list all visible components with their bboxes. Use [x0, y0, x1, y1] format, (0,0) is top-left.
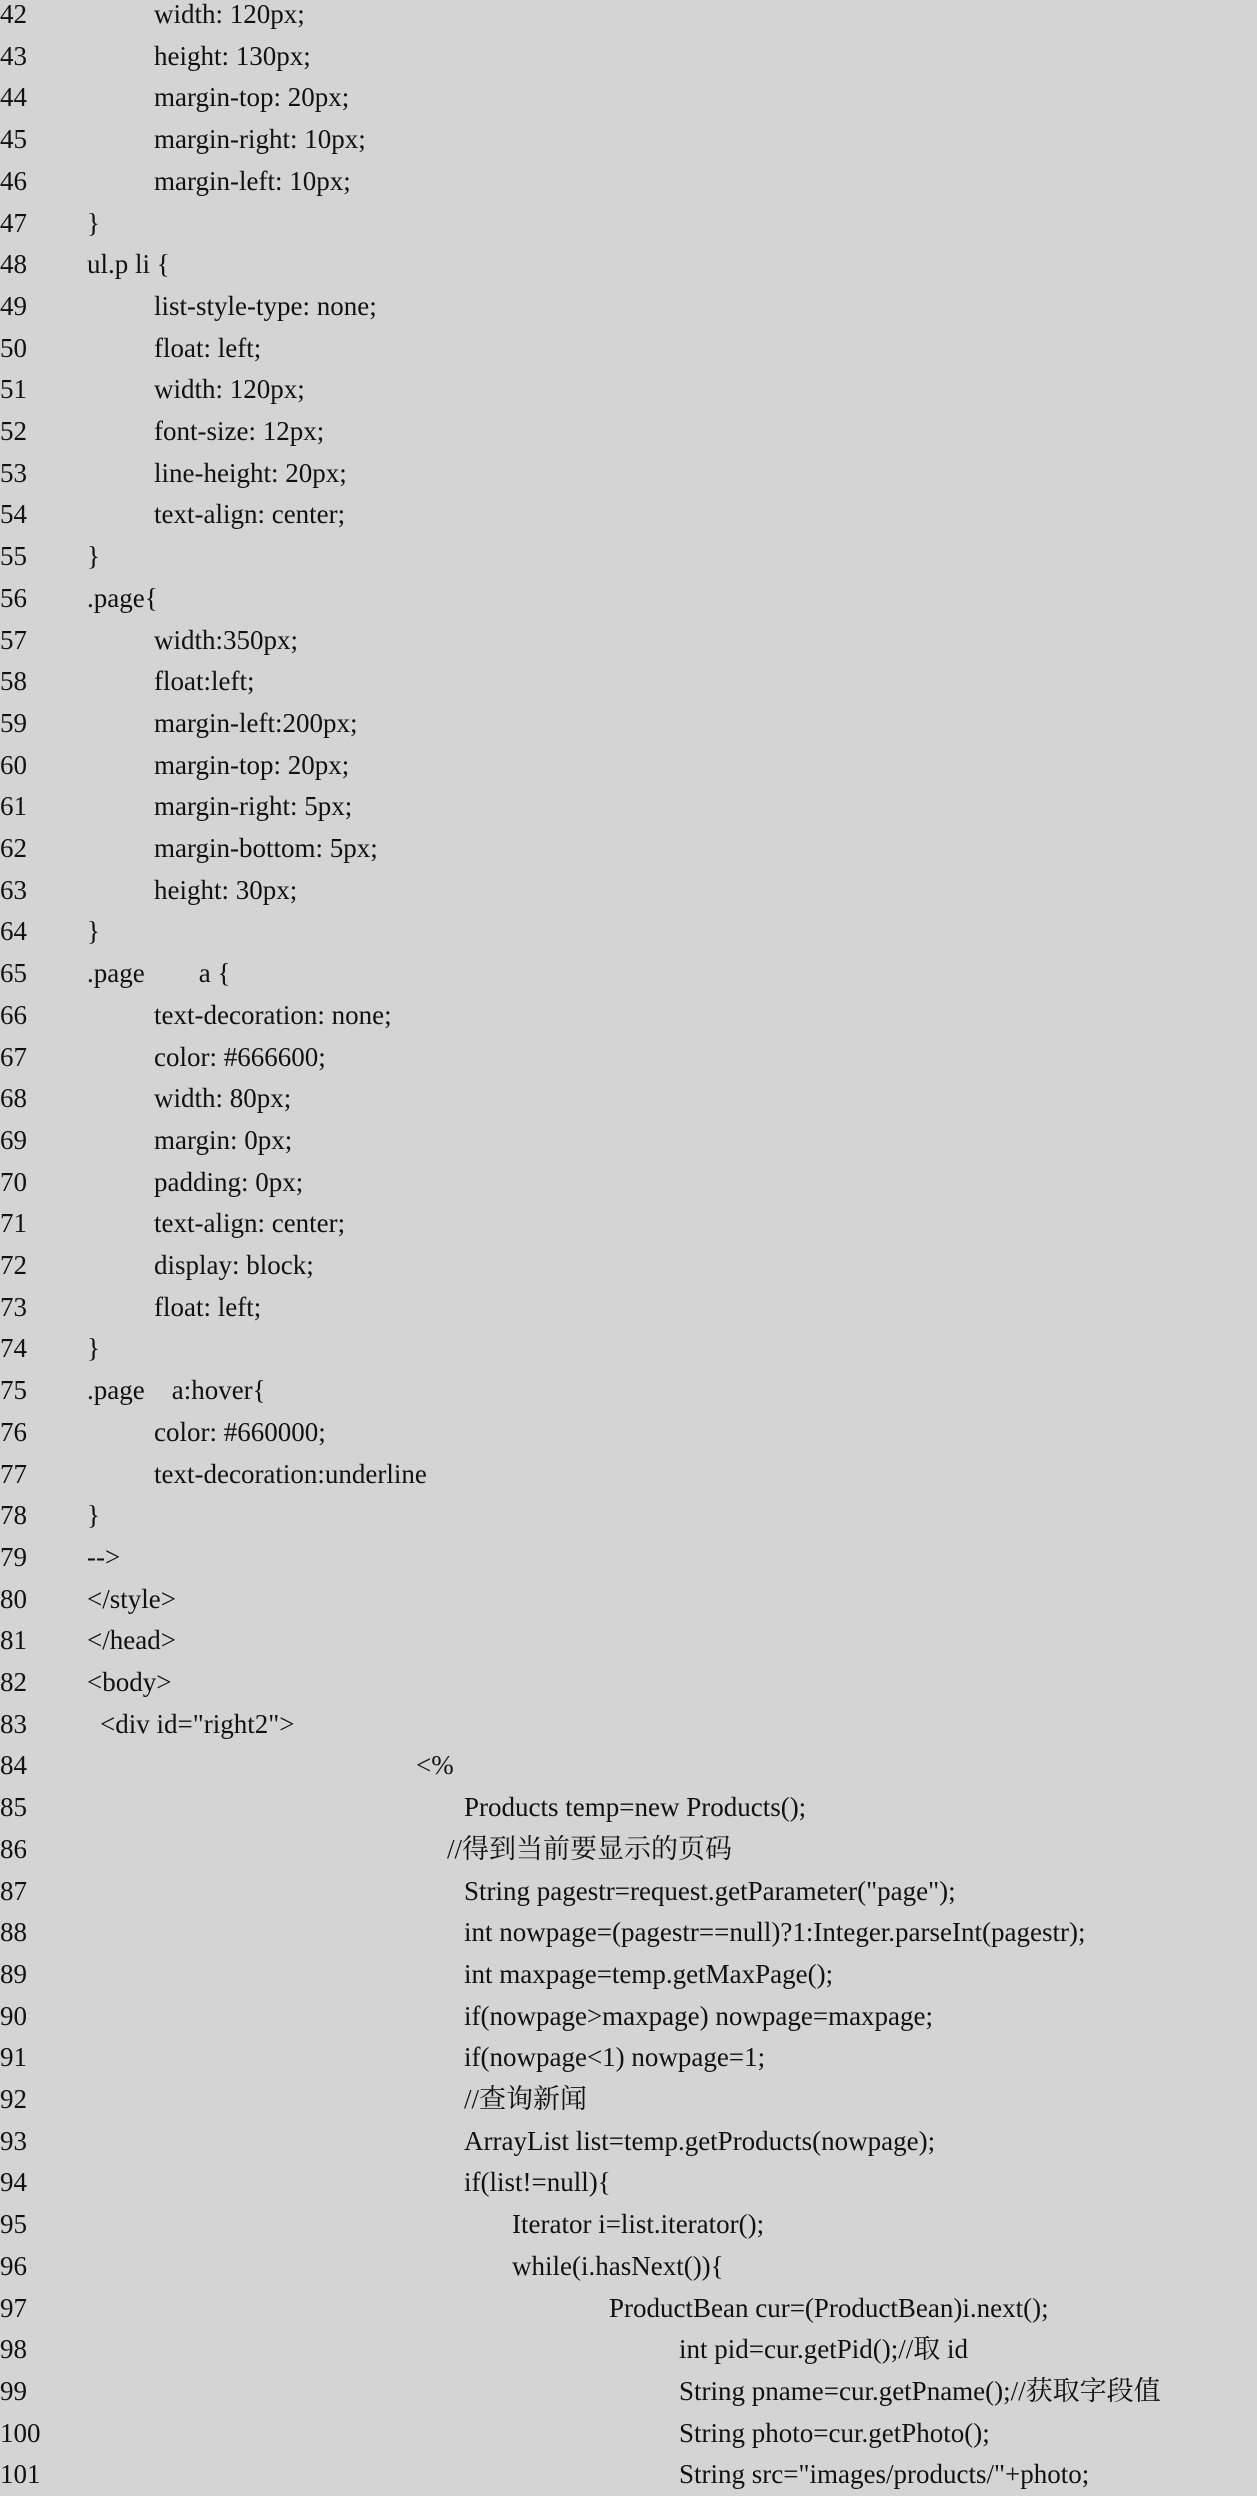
line-number: 82 [0, 1667, 27, 1697]
code-line [0, 703, 1257, 745]
code-line [0, 1745, 1257, 1787]
line-text: color: #666600; [154, 1041, 326, 1072]
code-line [0, 953, 1257, 995]
line-text: if(nowpage>maxpage) nowpage=maxpage; [464, 2000, 934, 2031]
line-number: 54 [0, 499, 27, 530]
line-text: <div id="right2"> [100, 1708, 295, 1739]
code-line [0, 1245, 1257, 1287]
code-line [0, 1579, 1257, 1621]
line-number: 46 [0, 165, 27, 196]
line-number: 51 [0, 374, 27, 405]
line-text: if(list!=null){ [464, 2167, 611, 2198]
line-number: 99 [0, 2375, 27, 2406]
line-text: margin: 0px; [154, 1124, 293, 1155]
line-number: 68 [0, 1083, 27, 1114]
line-text: String src="images/products/"+photo; [679, 2459, 1090, 2490]
line-text: <% [416, 1750, 454, 1781]
line-text: String pagestr=request.getParameter("page"); [464, 1875, 956, 1906]
line-text: } [87, 207, 100, 238]
line-text: String pname=cur.getPname();//获取字段值 [679, 2375, 1161, 2406]
code-line [0, 995, 1257, 1037]
code-line [0, 911, 1257, 953]
line-text: margin-right: 10px; [154, 124, 366, 155]
line-number: 69 [0, 1124, 27, 1155]
code-line [0, 1704, 1257, 1746]
line-number: 80 [0, 1583, 27, 1614]
code-line [0, 2037, 1257, 2079]
line-text: margin-right: 5px; [154, 791, 353, 822]
line-number: 96 [0, 2250, 27, 2281]
line-text: .page{ [87, 582, 158, 613]
line-number: 90 [0, 2000, 27, 2031]
line-number: 98 [0, 2334, 27, 2365]
line-number: 55 [0, 541, 27, 572]
code-line [0, 1287, 1257, 1329]
code-line [0, 2204, 1257, 2246]
line-number: 76 [0, 1416, 27, 1447]
code-line [0, 244, 1257, 286]
code-line [0, 2246, 1257, 2288]
line-number: 94 [0, 2167, 27, 2198]
code-line [0, 578, 1257, 620]
code-line [0, 2162, 1257, 2204]
code-line [0, 1620, 1257, 1662]
code-line [0, 1162, 1257, 1204]
line-text: float:left; [154, 666, 255, 697]
line-text: int maxpage=temp.getMaxPage(); [464, 1958, 834, 1989]
code-line [0, 286, 1257, 328]
code-line [0, 870, 1257, 912]
line-number: 44 [0, 82, 27, 113]
line-text: margin-bottom: 5px; [154, 833, 378, 863]
line-text: //得到当前要显示的页码 [447, 1833, 733, 1864]
line-text: ul.p li { [87, 249, 170, 280]
line-text: margin-left: 10px; [154, 165, 351, 196]
line-text: margin-left:200px; [154, 707, 358, 738]
line-number: 92 [0, 2084, 27, 2114]
line-number: 67 [0, 1041, 27, 1072]
line-number: 56 [0, 582, 27, 613]
line-text: String photo=cur.getPhoto(); [679, 2417, 990, 2448]
code-line [0, 0, 1257, 36]
line-text: } [87, 541, 100, 572]
code-line [0, 2121, 1257, 2163]
code-line [0, 1787, 1257, 1829]
line-number: 86 [0, 1833, 27, 1864]
line-text: font-size: 12px; [154, 416, 325, 446]
line-number: 45 [0, 124, 27, 155]
line-text: Iterator i=list.iterator(); [512, 2209, 765, 2240]
line-number: 64 [0, 916, 27, 947]
code-line [0, 1912, 1257, 1954]
line-text: if(nowpage<1) nowpage=1; [464, 2042, 766, 2073]
line-number: 72 [0, 1250, 27, 1280]
line-number: 57 [0, 624, 27, 655]
line-number: 84 [0, 1750, 27, 1781]
line-text: width: 120px; [154, 0, 305, 29]
line-text: Products temp=new Products(); [464, 1792, 807, 1823]
line-number: 85 [0, 1792, 27, 1823]
line-text: margin-top: 20px; [154, 749, 350, 780]
line-number: 100 [0, 2417, 41, 2448]
code-line [0, 1954, 1257, 1996]
code-line [0, 1871, 1257, 1913]
line-number: 52 [0, 416, 27, 446]
line-text: ArrayList list=temp.getProducts(nowpage); [464, 2125, 936, 2156]
code-line [0, 161, 1257, 203]
line-number: 53 [0, 457, 27, 488]
code-line [0, 620, 1257, 662]
line-number: 60 [0, 749, 27, 780]
code-line [0, 494, 1257, 536]
line-text: } [87, 1333, 100, 1364]
line-text: <body> [87, 1667, 172, 1697]
line-text: line-height: 20px; [154, 457, 347, 488]
code-line [0, 369, 1257, 411]
line-number: 83 [0, 1708, 27, 1739]
line-text: </head> [87, 1625, 176, 1656]
code-line [0, 1370, 1257, 1412]
line-text: height: 130px; [154, 40, 311, 71]
code-line [0, 411, 1257, 453]
line-number: 58 [0, 666, 27, 697]
line-number: 73 [0, 1291, 27, 1322]
line-text: .page a:hover{ [87, 1375, 266, 1406]
code-line [0, 1996, 1257, 2038]
line-number: 97 [0, 2292, 27, 2323]
line-text: //查询新闻 [464, 2084, 588, 2114]
line-number: 65 [0, 958, 27, 989]
line-number: 49 [0, 290, 27, 321]
line-number: 42 [0, 0, 27, 29]
line-number: 66 [0, 999, 27, 1030]
line-text: list-style-type: none; [154, 290, 377, 321]
code-line [0, 1203, 1257, 1245]
code-line [0, 828, 1257, 870]
code-line [0, 453, 1257, 495]
line-text: } [87, 916, 100, 947]
line-number: 43 [0, 40, 27, 71]
line-text: text-decoration: none; [154, 999, 392, 1030]
line-text: text-decoration:underline [154, 1458, 427, 1489]
code-line [0, 1412, 1257, 1454]
line-text: padding: 0px; [154, 1166, 304, 1197]
line-number: 71 [0, 1208, 27, 1239]
code-line [0, 661, 1257, 703]
code-line [0, 203, 1257, 245]
line-text: margin-top: 20px; [154, 82, 350, 113]
code-line [0, 1078, 1257, 1120]
code-line [0, 2454, 1257, 2496]
line-number: 101 [0, 2459, 41, 2490]
line-number: 77 [0, 1458, 27, 1489]
line-text: while(i.hasNext()){ [512, 2250, 724, 2281]
line-text: </style> [87, 1583, 176, 1614]
line-number: 93 [0, 2125, 27, 2156]
line-text: text-align: center; [154, 1208, 346, 1239]
line-number: 81 [0, 1625, 27, 1656]
line-number: 50 [0, 332, 27, 363]
line-text: display: block; [154, 1250, 314, 1280]
code-line [0, 536, 1257, 578]
line-text: float: left; [154, 332, 262, 363]
line-text: color: #660000; [154, 1416, 326, 1447]
code-line [0, 77, 1257, 119]
line-text: ProductBean cur=(ProductBean)i.next(); [609, 2292, 1049, 2323]
code-line [0, 786, 1257, 828]
line-number: 47 [0, 207, 27, 238]
code-line [0, 2079, 1257, 2121]
line-text: } [87, 1500, 100, 1531]
line-number: 75 [0, 1375, 27, 1406]
code-line [0, 2329, 1257, 2371]
line-text: int nowpage=(pagestr==null)?1:Integer.parseInt(pagestr); [464, 1917, 1086, 1948]
code-line [0, 1120, 1257, 1162]
line-number: 63 [0, 874, 27, 905]
line-number: 74 [0, 1333, 27, 1364]
code-line [0, 1037, 1257, 1079]
line-number: 62 [0, 833, 27, 863]
line-text: width: 80px; [154, 1083, 292, 1114]
line-text: .page a { [87, 958, 231, 989]
line-text: int pid=cur.getPid();//取 id [679, 2334, 968, 2365]
code-line [0, 1454, 1257, 1496]
line-number: 88 [0, 1917, 27, 1948]
line-text: width: 120px; [154, 374, 305, 405]
code-line [0, 119, 1257, 161]
line-text: --> [87, 1541, 121, 1572]
line-number: 87 [0, 1875, 27, 1906]
code-line [0, 1537, 1257, 1579]
line-number: 59 [0, 707, 27, 738]
code-line [0, 2413, 1257, 2455]
line-number: 61 [0, 791, 27, 822]
code-line [0, 328, 1257, 370]
line-text: height: 30px; [154, 874, 298, 905]
code-line [0, 1829, 1257, 1871]
line-number: 78 [0, 1500, 27, 1531]
line-number: 91 [0, 2042, 27, 2073]
code-line [0, 2371, 1257, 2413]
line-number: 70 [0, 1166, 27, 1197]
code-line [0, 1495, 1257, 1537]
line-number: 89 [0, 1958, 27, 1989]
line-text: width:350px; [154, 624, 299, 655]
code-line [0, 36, 1257, 78]
code-line [0, 1662, 1257, 1704]
code-line [0, 745, 1257, 787]
code-line [0, 2288, 1257, 2330]
line-text: text-align: center; [154, 499, 346, 530]
line-number: 48 [0, 249, 27, 280]
line-text: float: left; [154, 1291, 262, 1322]
line-number: 79 [0, 1541, 27, 1572]
line-number: 95 [0, 2209, 27, 2240]
code-line [0, 1328, 1257, 1370]
